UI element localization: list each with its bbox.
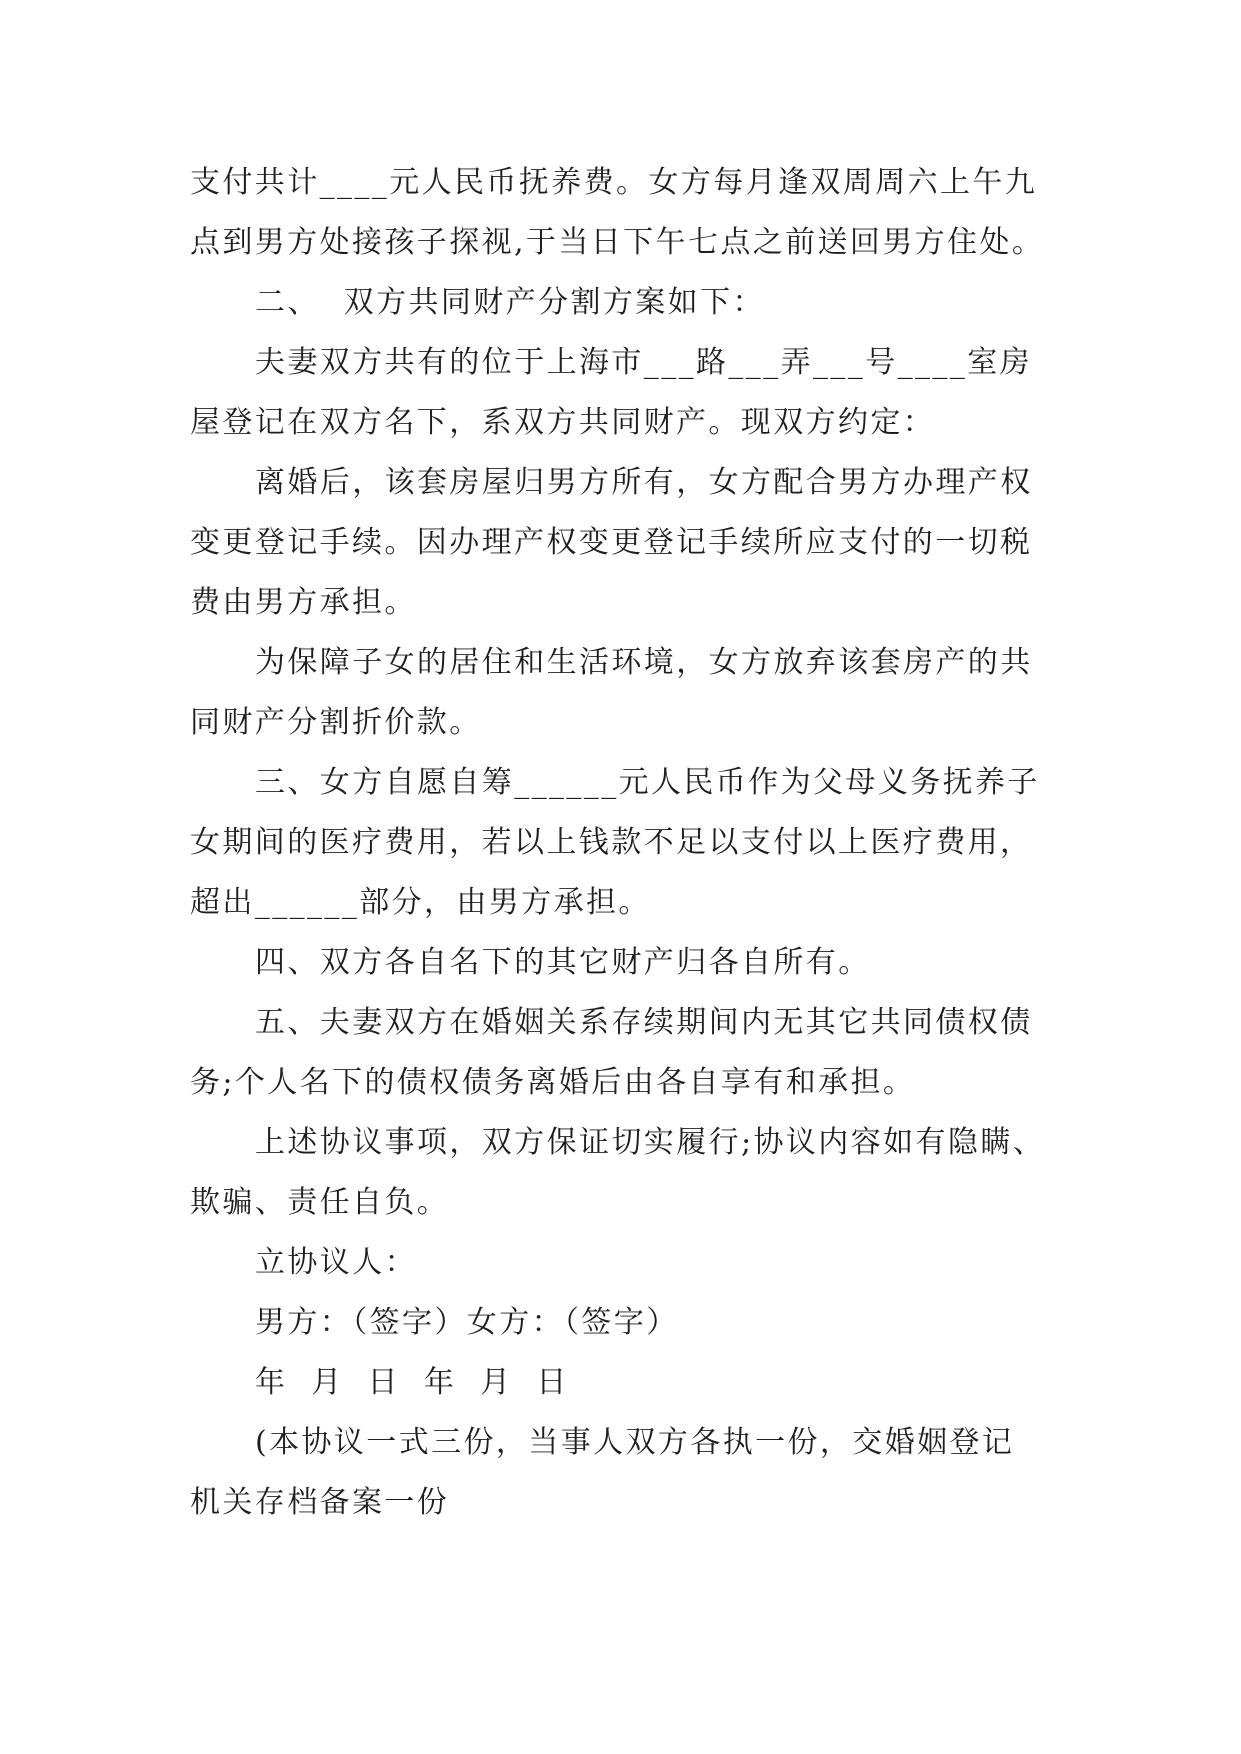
text-line-6: 离婚后，该套房屋归男方所有，女方配合男方办理产权 bbox=[255, 465, 1033, 500]
date-line: 年 月 日 年 月 日 bbox=[255, 1365, 569, 1400]
text-line-8: 费由男方承担。 bbox=[190, 585, 417, 620]
signature-line: 男方：（签字）女方：（签字） bbox=[255, 1305, 679, 1340]
text-line-5: 屋登记在双方名下，系双方共同财产。现双方约定： bbox=[190, 405, 936, 440]
section-3-line-1: 三、女方自愿自筹______元人民币作为父母义务抚养子 bbox=[255, 765, 1040, 800]
text-line-7: 变更登记手续。因办理产权变更登记手续所应支付的一切税 bbox=[190, 525, 1033, 560]
closing-line-2: 欺骗、责任自负。 bbox=[190, 1185, 450, 1220]
text-line-1: 支付共计____元人民币抚养费。女方每月逢双周周六上午九 bbox=[190, 165, 1038, 200]
copies-note-line-1: (本协议一式三份，当事人双方各执一份，交婚姻登记 bbox=[255, 1425, 1015, 1460]
section-5-line-2: 务;个人名下的债权债务离婚后由各自享有和承担。 bbox=[190, 1065, 916, 1100]
section-heading-2: 二、 双方共同财产分割方案如下： bbox=[255, 285, 765, 320]
signatories-label: 立协议人： bbox=[255, 1245, 417, 1280]
closing-line-1: 上述协议事项，双方保证切实履行;协议内容如有隐瞒、 bbox=[255, 1125, 1046, 1160]
text-line-4: 夫妻双方共有的位于上海市___路___弄___号____室房 bbox=[255, 345, 1032, 380]
copies-note-line-2: 机关存档备案一份 bbox=[190, 1485, 450, 1520]
text-line-2: 点到男方处接孩子探视,于当日下午七点之前送回男方住处。 bbox=[190, 225, 1045, 260]
section-3-line-2: 女期间的医疗费用，若以上钱款不足以支付以上医疗费用， bbox=[190, 825, 1033, 860]
section-4-line: 四、双方各自名下的其它财产归各自所有。 bbox=[255, 945, 871, 980]
section-3-line-3: 超出______部分，由男方承担。 bbox=[190, 885, 651, 920]
text-line-9: 为保障子女的居住和生活环境，女方放弃该套房产的共 bbox=[255, 645, 1033, 680]
section-5-line-1: 五、夫妻双方在婚姻关系存续期间内无其它共同债权债 bbox=[255, 1005, 1033, 1040]
text-line-10: 同财产分割折价款。 bbox=[190, 705, 482, 740]
